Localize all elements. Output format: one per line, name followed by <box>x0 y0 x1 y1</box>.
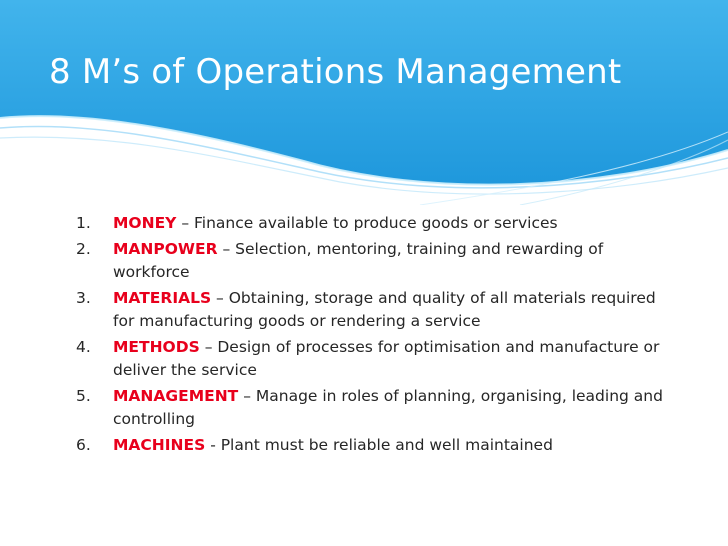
item-number: 1. <box>76 214 91 232</box>
list-item-materials <box>76 287 676 333</box>
item-term: MACHINES <box>113 436 206 454</box>
item-term: METHODS <box>113 338 200 356</box>
item-description: – Design of processes for optimisation and manufacture or deliver the service <box>113 338 660 379</box>
item-description: - Plant must be reliable and well maintained <box>205 436 553 454</box>
list-item-money <box>76 212 676 235</box>
item-term: MONEY <box>113 214 177 232</box>
header-wave-band <box>0 0 728 205</box>
list-item-machines <box>76 434 676 457</box>
m-list <box>76 212 676 457</box>
item-description: – Selection, mentoring, training and rewarding of workforce <box>113 240 604 281</box>
m-list-container <box>76 212 676 460</box>
list-item-manpower <box>76 238 676 284</box>
list-item-methods <box>76 336 676 382</box>
item-term: MANPOWER <box>113 240 218 258</box>
item-term: MATERIALS <box>113 289 212 307</box>
item-description: – Obtaining, storage and quality of all materials required for manufacturing goods or rendering a service <box>113 289 656 330</box>
item-description: – Finance available to produce goods or services <box>176 214 558 232</box>
item-number: 2. <box>76 240 91 258</box>
item-number: 4. <box>76 338 91 356</box>
item-number: 6. <box>76 436 91 454</box>
item-number: 3. <box>76 289 91 307</box>
item-number: 5. <box>76 387 91 405</box>
slide-title: 8 M’s of Operations Management <box>49 52 622 92</box>
list-item-management <box>76 385 676 431</box>
item-description: – Manage in roles of planning, organising, leading and controlling <box>113 387 663 428</box>
item-term: MANAGEMENT <box>113 387 239 405</box>
